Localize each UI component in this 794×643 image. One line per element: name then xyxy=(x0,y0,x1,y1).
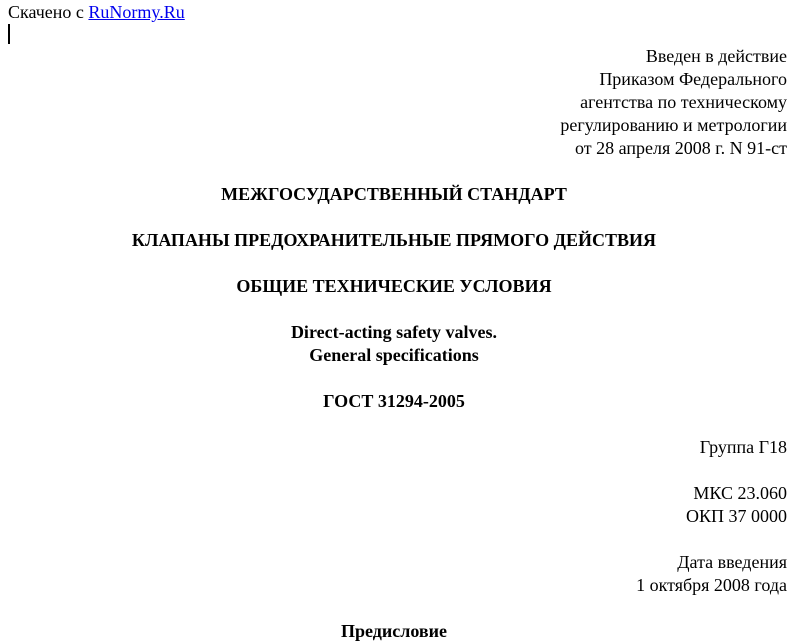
mks-code: МКС 23.060 xyxy=(693,483,787,503)
group-block xyxy=(700,436,787,459)
title-general-conditions: ОБЩИЕ ТЕХНИЧЕСКИЕ УСЛОВИЯ xyxy=(236,276,552,296)
intro-date-value: 1 октября 2008 года xyxy=(636,575,787,595)
title-valves: КЛАПАНЫ ПРЕДОХРАНИТЕЛЬНЫЕ ПРЯМОГО ДЕЙСТВИЯ xyxy=(131,230,657,250)
source-line xyxy=(8,2,185,23)
source-link[interactable]: RuNormy.Ru xyxy=(88,2,185,22)
foreword-heading: Предисловие xyxy=(341,621,447,641)
okp-code: ОКП 37 0000 xyxy=(685,506,787,526)
title-interstate-standard: МЕЖГОСУДАРСТВЕННЫЙ СТАНДАРТ xyxy=(221,184,567,204)
english-title-line: General specifications xyxy=(309,345,479,365)
intro-date-block xyxy=(636,551,787,597)
gost-number: ГОСТ 31294-2005 xyxy=(323,391,465,411)
approval-line: регулированию и метрологии xyxy=(560,115,787,135)
approval-line: Введен в действие xyxy=(645,46,787,66)
english-title-line: Direct-acting safety valves. xyxy=(290,322,498,342)
intro-date-label: Дата введения xyxy=(677,552,787,572)
approval-line: от 28 апреля 2008 г. N 91-ст xyxy=(575,138,787,158)
english-title xyxy=(0,321,791,367)
group-code: Группа Г18 xyxy=(699,437,787,457)
approval-line: агентства по техническому xyxy=(580,92,787,112)
classification-codes xyxy=(686,482,787,528)
approval-line: Приказом Федерального xyxy=(599,69,787,89)
source-prefix: Скачено с xyxy=(8,2,89,22)
approval-block xyxy=(560,45,787,160)
text-cursor xyxy=(8,24,10,44)
